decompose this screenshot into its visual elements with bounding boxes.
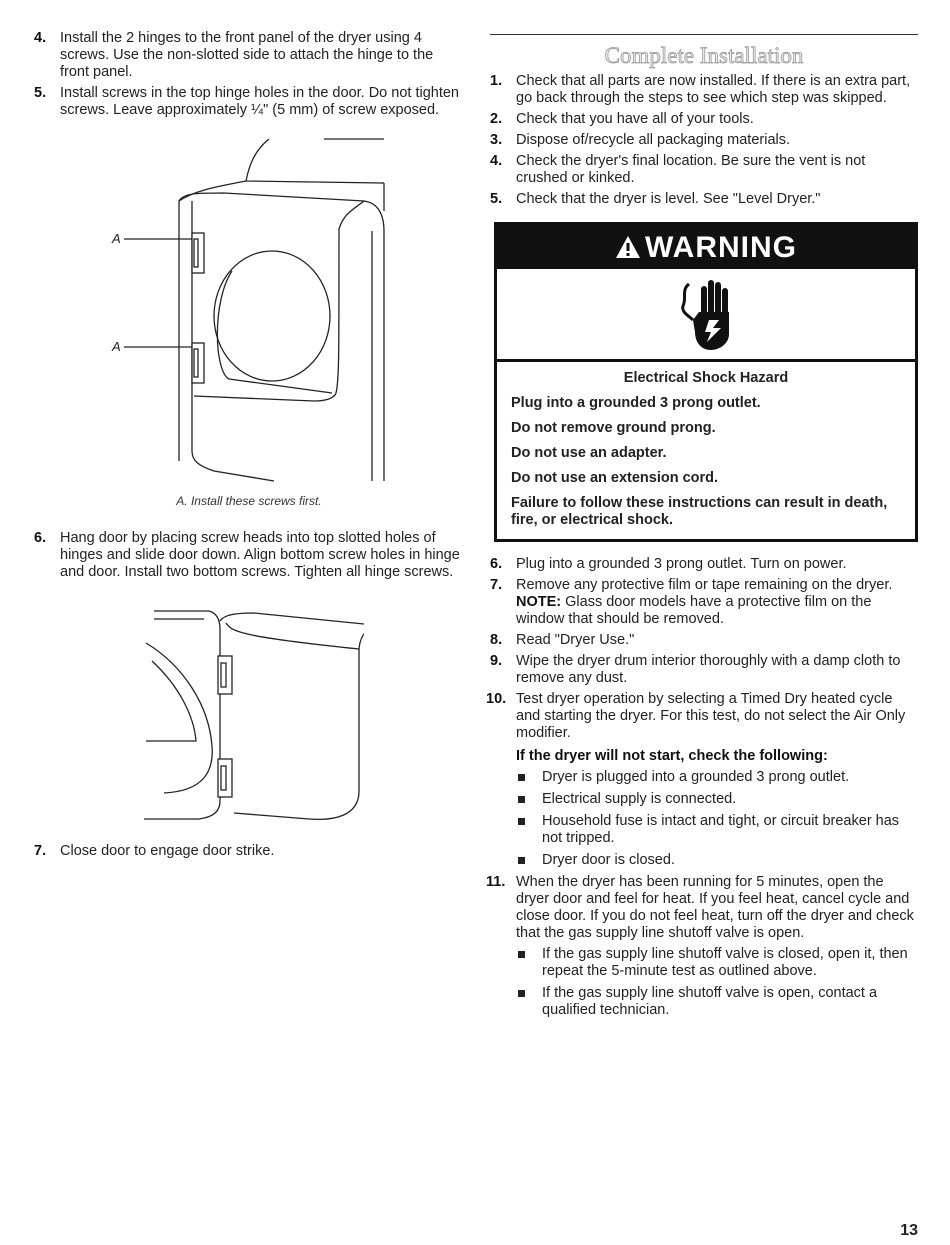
list-item: Electrical supply is connected. <box>516 791 918 808</box>
figure-label-a: A <box>112 231 121 246</box>
section-title: Complete Installation <box>604 43 804 68</box>
step-text: Check that you have all of your tools. <box>516 111 754 127</box>
step-number: 6. <box>490 556 503 572</box>
step-number: 9. <box>490 653 503 669</box>
step-text: Check that all parts are now installed. If there is an extra part, go back through the steps to see which step was skipped. <box>516 73 911 106</box>
list-item: If the gas supply line shutoff valve is open, contact a qualified technician. <box>516 985 918 1019</box>
note <box>516 594 918 628</box>
note-label: NOTE: <box>516 594 562 610</box>
warning-box <box>494 222 918 542</box>
check-subheading: If the dryer will not start, check the following: <box>516 748 828 764</box>
warning-line: Do not use an extension cord. <box>511 470 719 486</box>
step-text: Close door to engage door strike. <box>60 843 275 859</box>
step-text: Remove any protective film or tape remaining on the dryer. <box>516 577 893 593</box>
step-text: Plug into a grounded 3 prong outlet. Turn on power. <box>516 556 847 572</box>
right-step-5 <box>490 191 918 208</box>
page-number: 13 <box>900 1222 918 1239</box>
check-list <box>516 769 918 869</box>
list-item: Dryer door is closed. <box>516 852 918 869</box>
warning-line: Do not remove ground prong. <box>511 420 716 436</box>
step-text: Read "Dryer Use." <box>516 632 635 648</box>
right-step-2 <box>490 111 918 128</box>
door-hanging-figure <box>104 591 364 831</box>
right-step-8 <box>490 632 918 649</box>
warning-body <box>497 362 915 539</box>
step-number: 2. <box>490 111 503 127</box>
right-step-4 <box>490 153 918 187</box>
list-item: If the gas supply line shutoff valve is closed, open it, then repeat the 5-minute test as outlined above. <box>516 946 918 980</box>
step-text: Install the 2 hinges to the front panel of the dryer using 4 screws. Use the non-slotted side to attach the hinge to the front panel. <box>60 30 434 80</box>
left-step-6 <box>34 530 464 581</box>
step-number: 8. <box>490 632 503 648</box>
right-step-10 <box>486 691 918 869</box>
step-number: 11. <box>486 874 506 890</box>
warning-header <box>497 225 915 269</box>
step-text: Test dryer operation by selecting a Timed Dry heated cycle and starting the dryer. For this test, do not select the Air Only modifier. <box>516 691 906 741</box>
figure-caption: A. Install these screws first. <box>176 494 322 508</box>
hinge-install-figure <box>84 131 404 491</box>
step-number: 7. <box>490 577 503 593</box>
note-text: Glass door models have a protective film on the window that should be removed. <box>516 594 872 627</box>
right-step-3 <box>490 132 918 149</box>
step-number: 5. <box>34 85 47 101</box>
warning-icon-row <box>497 269 915 362</box>
step-number: 6. <box>34 530 47 546</box>
step-text: Dispose of/recycle all packaging materials. <box>516 132 791 148</box>
hazard-title: Electrical Shock Hazard <box>623 370 789 386</box>
right-step-9 <box>490 653 918 687</box>
left-step-4 <box>34 30 464 81</box>
list-item: Dryer is plugged into a grounded 3 prong outlet. <box>516 769 918 786</box>
step-number: 3. <box>490 132 503 148</box>
warning-line: Plug into a grounded 3 prong outlet. <box>511 395 761 411</box>
step-number: 10. <box>486 691 507 707</box>
left-column <box>34 30 464 864</box>
step-number: 5. <box>490 191 503 207</box>
right-step-1 <box>490 73 918 107</box>
step-number: 4. <box>490 153 503 169</box>
left-step-5 <box>34 85 464 119</box>
step-text: Install screws in the top hinge holes in the door. Do not tighten screws. Leave approximately ¼" (5 mm) of screw exposed. <box>60 85 459 118</box>
step-number: 1. <box>490 73 503 89</box>
electrical-shock-hand-icon <box>671 276 741 352</box>
step-text: Check that the dryer is level. See "Level Dryer." <box>516 191 821 207</box>
warning-triangle-icon <box>615 235 641 259</box>
right-step-7 <box>490 577 918 628</box>
list-item: Household fuse is intact and tight, or circuit breaker has not tripped. <box>516 813 918 847</box>
warning-line: Do not use an adapter. <box>511 445 667 461</box>
warning-line: Failure to follow these instructions can result in death, fire, or electrical shock. <box>511 495 888 528</box>
steps-list <box>490 73 918 208</box>
step-text: Hang door by placing screw heads into top slotted holes of hinges and slide door down. Align bottom screw holes in hinge and door. Install two bottom screws. Tighten all hinge screws. <box>60 530 460 580</box>
right-step-6 <box>490 556 918 573</box>
step-number: 4. <box>34 30 47 46</box>
right-column <box>486 30 918 1024</box>
figure-label-a: A <box>112 339 121 354</box>
step-text: Wipe the dryer drum interior thoroughly with a damp cloth to remove any dust. <box>516 653 901 686</box>
valve-list <box>516 946 918 1019</box>
section-rule <box>490 34 918 35</box>
left-step-7 <box>34 843 464 860</box>
right-step-11 <box>486 874 918 1019</box>
step-text: When the dryer has been running for 5 minutes, open the dryer door and feel for heat. If you feel heat, cancel cycle and close door. If you do not feel heat, turn off the dryer and check that the gas supply line shutoff valve is open. <box>516 874 914 941</box>
step-text: Check the dryer's final location. Be sure the vent is not crushed or kinked. <box>516 153 866 186</box>
step-number: 7. <box>34 843 47 859</box>
warning-heading: WARNING <box>645 230 797 264</box>
